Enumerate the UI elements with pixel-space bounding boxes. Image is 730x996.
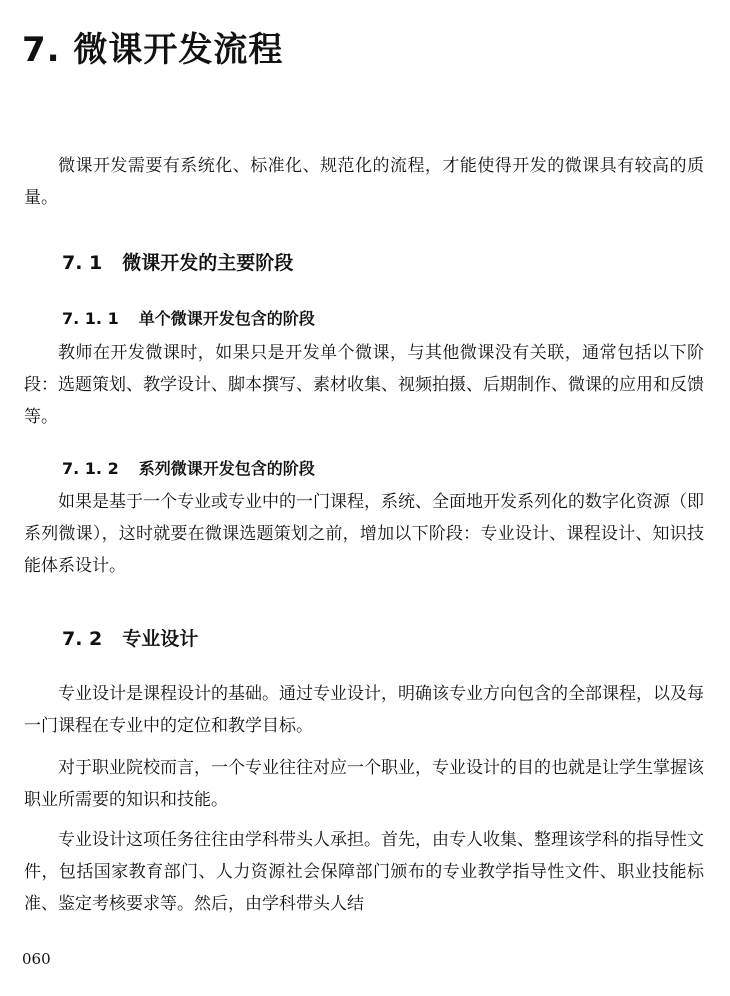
body-paragraph-7-1-1: 教师在开发微课时，如果只是开发单个微课，与其他微课没有关联，通常包括以下阶段：选题策划、教学设计、脚本撰写、素材收集、视频拍摄、后期制作、微课的应用和反馈等。 — [24, 343, 704, 427]
page-number: 060 — [22, 950, 51, 968]
section-title: 微课开发的主要阶段 — [122, 252, 294, 274]
chapter-title: 7. 微课开发流程 — [22, 30, 284, 70]
section-heading-7-2 — [62, 624, 198, 651]
subsection-number: 7. 1. 1 — [62, 309, 119, 328]
subsection-heading-7-1-2 — [62, 456, 315, 479]
body-paragraph-7-2-b: 对于职业院校而言，一个专业往往对应一个职业，专业设计的目的也就是让学生掌握该职业所需要的知识和技能。 — [24, 758, 704, 810]
intro-paragraph: 微课开发需要有系统化、标准化、规范化的流程，才能使得开发的微课具有较高的质量。 — [24, 156, 704, 208]
subsection-heading-7-1-1 — [62, 306, 315, 329]
body-paragraph-7-2-c: 专业设计这项任务往往由学科带头人承担。首先，由专人收集、整理该学科的指导性文件，包括国家教育部门、人力资源社会保障部门颁布的专业教学指导性文件、职业技能标准、鉴定考核要求等。然后，由学科带头人结 — [24, 830, 704, 914]
body-paragraph-7-2-a: 专业设计是课程设计的基础。通过专业设计，明确该专业方向包含的全部课程，以及每一门课程在专业中的定位和教学目标。 — [24, 684, 704, 736]
body-paragraph-7-1-2: 如果是基于一个专业或专业中的一门课程，系统、全面地开发系列化的数字化资源（即系列微课），这时就要在微课选题策划之前，增加以下阶段：专业设计、课程设计、知识技能体系设计。 — [24, 492, 704, 576]
subsection-title: 单个微课开发包含的阶段 — [138, 309, 315, 328]
subsection-title: 系列微课开发包含的阶段 — [138, 459, 315, 478]
subsection-number: 7. 1. 2 — [62, 459, 119, 478]
section-number: 7. 1 — [62, 252, 103, 274]
section-heading-7-1 — [62, 248, 293, 275]
section-number: 7. 2 — [62, 628, 103, 650]
section-title: 专业设计 — [122, 628, 199, 650]
